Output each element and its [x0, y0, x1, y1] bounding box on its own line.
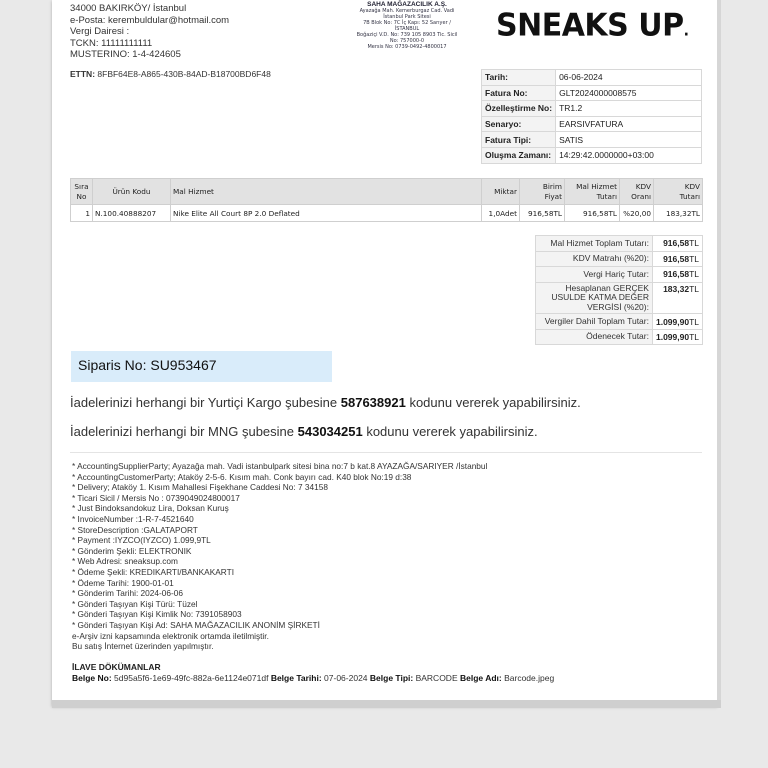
cell-mal-hizmet-tutari: 916,58TL — [565, 205, 620, 222]
invoice-notes — [72, 461, 487, 652]
note-line: * Delivery; Ataköy 1. Kısım Mahallesi Fişekhane Caddesi No: 7 34158 — [72, 482, 328, 493]
ettn — [70, 69, 271, 79]
total-row — [536, 314, 703, 330]
line-items-table — [70, 178, 703, 222]
return-code: 543034251 — [297, 424, 363, 439]
note-line: * AccountingCustomerParty; Ataköy 2-5-6. Kısım mah. Conk bayırı cad. K40 blok No:19 d:38 — [72, 471, 412, 482]
note-line: * Ödeme Tarihi: 1900-01-01 — [72, 577, 174, 588]
cell-kdv-orani: %20,00 — [620, 205, 654, 222]
page-shadow-bottom — [52, 700, 721, 708]
cell-mal-hizmet: Nike Elite All Court 8P 2.0 Deflated — [171, 205, 482, 222]
col-header-sira: Sıra No — [71, 179, 93, 205]
total-row — [536, 282, 703, 314]
info-row — [482, 147, 702, 163]
total-label: Mal Hizmet Toplam Tutarı: — [536, 236, 653, 252]
info-row — [482, 132, 702, 148]
col-header-kdv-tutari: KDV Tutarı — [654, 179, 703, 205]
info-key: Fatura No: — [482, 85, 556, 101]
cell-kdv-tutari: 183,32TL — [654, 205, 703, 222]
total-row — [536, 329, 703, 345]
page-shadow-right — [717, 0, 721, 706]
stamp-line: 7B Blok No: 7C İç Kapı: 52 Sarıyer / İSTANBUL — [363, 20, 451, 32]
note-line: * AccountingSupplierParty; Ayazağa mah. Vadi istanbulpark sitesi bina no:7 b kat.8 AYAZAĞA/SARIYER /İstanbul — [72, 461, 488, 471]
info-value: GLT2024000008575 — [556, 85, 702, 101]
seller-info — [70, 3, 229, 61]
total-row — [536, 236, 703, 252]
company-stamp — [352, 1, 462, 50]
additional-docs-title: İLAVE DÖKÜMANLAR — [72, 662, 161, 672]
info-key: Oluşma Zamanı: — [482, 147, 556, 163]
cell-sira: 1 — [71, 205, 93, 222]
info-value: 14:29:42.0000000+03:00 — [556, 147, 702, 163]
info-row — [482, 116, 702, 132]
order-number-box — [71, 351, 332, 382]
total-value: 916,58TL — [652, 236, 702, 252]
seller-line: MUSTERINO: 1-4-424605 — [70, 49, 181, 61]
col-header-kdv-orani: KDV Oranı — [620, 179, 654, 205]
info-key: Özelleştirme No: — [482, 101, 556, 117]
brand-logo-dot: . — [683, 22, 689, 40]
table-header-row — [71, 179, 703, 205]
note-line: * Gönderi Taşıyan Kişi Kimlik No: 7391058903 — [72, 609, 242, 620]
additional-docs-line: Belge No: 5d95a5f6-1e69-49fc-882a-6e1124e071df Belge Tarihi: 07-06-2024 Belge Tipi: BARCODE Belge Adı: Barcode.jpeg — [72, 673, 555, 683]
total-row — [536, 251, 703, 267]
note-line: * Ticari Sicil / Mersis No : 0739049024800017 — [72, 492, 240, 503]
col-header-mal-hizmet-tutari: Mal Hizmet Tutarı — [565, 179, 620, 205]
cell-birim-fiyat: 916,58TL — [520, 205, 565, 222]
total-label: KDV Matrahı (%20): — [536, 251, 653, 267]
info-key: Senaryo: — [482, 116, 556, 132]
col-header-miktar: Miktar — [482, 179, 520, 205]
ettn-label: ETTN: — [70, 69, 96, 79]
seller-line: 34000 BAKIRKÖY/ İstanbul — [70, 3, 187, 14]
total-label: Ödenecek Tutar: — [536, 329, 653, 345]
note-line: * Web Adresi: sneaksup.com — [72, 556, 178, 567]
total-row — [536, 267, 703, 283]
note-line: * Gönderi Taşıyan Kişi Türü: Tüzel — [72, 598, 198, 609]
total-label: Hesaplanan GERÇEK USULDE KATMA DEĞER VERGİSİ (%20): — [536, 282, 653, 314]
note-line: * Gönderi Taşıyan Kişi Ad: SAHA MAĞAZACILIK ANONİM ŞİRKETİ — [72, 619, 320, 630]
info-key: Fatura Tipi: — [482, 132, 556, 148]
total-value: 183,32TL — [652, 282, 702, 314]
cell-miktar: 1,0Adet — [482, 205, 520, 222]
totals-table — [535, 235, 703, 345]
note-line: Bu satış İnternet üzerinden yapılmıştır. — [72, 641, 214, 652]
note-line: * Gönderim Şekli: ELEKTRONIK — [72, 545, 192, 556]
info-value: EARSIVFATURA — [556, 116, 702, 132]
cell-urun-kodu: N.100.40888207 — [93, 205, 171, 222]
table-row — [71, 205, 703, 222]
seller-line: Vergi Dairesi : — [70, 26, 130, 38]
brand-logo — [496, 7, 688, 44]
divider — [70, 452, 702, 453]
total-value: 1.099,90TL — [652, 329, 702, 345]
info-value: SATIS — [556, 132, 702, 148]
note-line: * Gönderim Tarihi: 2024-06-06 — [72, 588, 183, 599]
info-value: 06-06-2024 — [556, 70, 702, 86]
col-header-birim-fiyat: Birim Fiyat — [520, 179, 565, 205]
note-line: * Ödeme Şekli: KREDIKARTI/BANKAKARTI — [72, 566, 234, 577]
total-value: 916,58TL — [652, 251, 702, 267]
note-line: e-Arşiv izni kapsamında elektronik ortamda iletilmiştir. — [72, 630, 269, 641]
total-value: 916,58TL — [652, 267, 702, 283]
note-line: * StoreDescription :GALATAPORT — [72, 524, 198, 535]
note-line: * InvoiceNumber :1-R-7-4521640 — [72, 513, 194, 524]
note-line: * Payment :IYZCO(IYZCO) 1.099,9TL — [72, 535, 211, 546]
stamp-line: Mersis No: 0739-0492-4800017 — [367, 44, 447, 50]
ettn-value: 8FBF64E8-A865-430B-84AD-B18700BD6F48 — [97, 69, 271, 79]
return-code: 587638921 — [340, 395, 406, 410]
stamp-title: SAHA MAĞAZACILIK A.Ş. — [367, 1, 447, 8]
info-value: TR1.2 — [556, 101, 702, 117]
total-value: 1.099,90TL — [652, 314, 702, 330]
total-label: Vergiler Dahil Toplam Tutar: — [536, 314, 653, 330]
order-number: Siparis No: SU953467 — [78, 357, 217, 373]
note-line: * Just Bindoksandokuz Lira, Doksan Kuruş — [72, 503, 229, 514]
invoice-info-table — [481, 69, 702, 164]
return-instruction-mng: İadelerinizi herhangi bir MNG şubesine 543034251 kodunu vererek yapabilirsiniz. — [70, 424, 538, 439]
info-row — [482, 101, 702, 117]
total-label: Vergi Hariç Tutar: — [536, 267, 653, 283]
col-header-urun-kodu: Ürün Kodu — [93, 179, 171, 205]
stamp-line: Boğaziçi V.D. No: 739 105 8903 Tic. Sicil No: 757000-0 — [356, 32, 458, 44]
stamp-line: Ayazağa Mah. Kemerburgaz Cad. Vadi İstanbul Park Sitesi — [359, 8, 455, 20]
info-row — [482, 70, 702, 86]
return-instruction-yurtici: İadelerinizi herhangi bir Yurtiçi Kargo şubesine 587638921 kodunu vererek yapabilirsiniz. — [70, 395, 581, 410]
col-header-mal-hizmet: Mal Hizmet — [171, 179, 482, 205]
seller-line: e-Posta: kerembuldular@hotmail.com — [70, 14, 230, 26]
brand-logo-text: SNEAKS UP — [496, 7, 684, 44]
seller-line: TCKN: 11111111111 — [70, 37, 153, 49]
info-key: Tarih: — [482, 70, 556, 86]
info-row — [482, 85, 702, 101]
